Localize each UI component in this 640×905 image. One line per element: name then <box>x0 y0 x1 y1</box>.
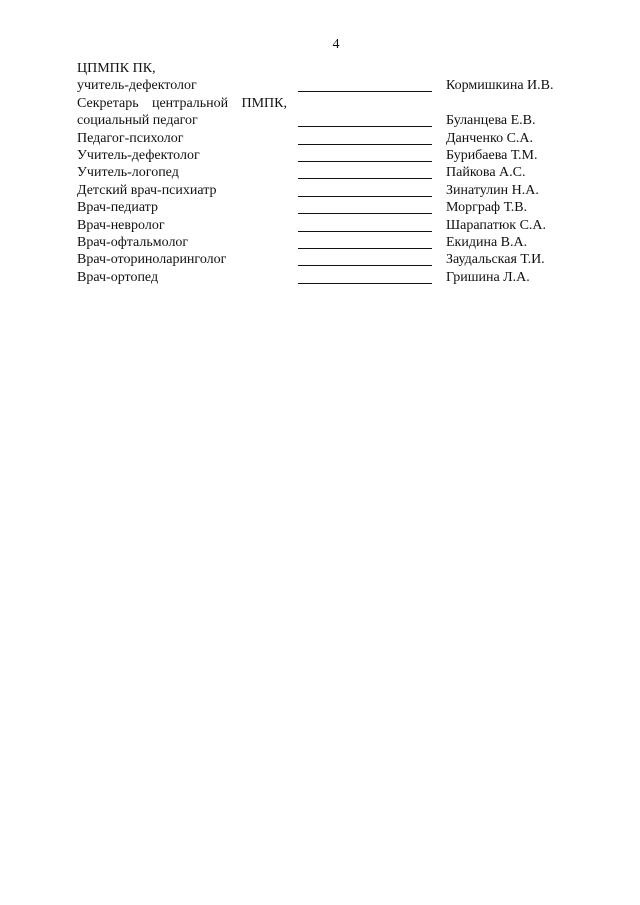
signature-role: Врач-невролог <box>77 217 165 233</box>
signature-line <box>298 231 432 232</box>
signature-role: Секретарь центральной ПМПК, <box>77 95 287 111</box>
signature-row <box>77 217 577 234</box>
signature-list <box>77 60 577 286</box>
signature-role: Врач-ортопед <box>77 269 159 285</box>
signature-row <box>77 269 577 286</box>
signature-role: социальный педагог <box>77 113 198 129</box>
signature-row <box>77 77 577 94</box>
signature-role: Учитель-дефектолог <box>77 147 200 163</box>
signature-row <box>77 112 577 129</box>
signature-row <box>77 95 577 112</box>
signature-person: Гришина Л.А. <box>446 269 530 285</box>
signature-line <box>298 126 432 127</box>
signature-line <box>298 144 432 145</box>
signature-row <box>77 130 577 147</box>
signature-row <box>77 60 577 77</box>
signature-role: Детский врач-психиатр <box>77 182 217 198</box>
signature-person: Кормишкина И.В. <box>446 78 554 94</box>
signature-person: Бурибаева Т.М. <box>446 147 538 163</box>
signature-line <box>298 178 432 179</box>
signature-role: Учитель-логопед <box>77 165 179 181</box>
signature-line <box>298 248 432 249</box>
signature-role: Врач-офтальмолог <box>77 234 189 250</box>
signature-line <box>298 265 432 266</box>
signature-role: Врач-педиатр <box>77 200 158 216</box>
signature-person: Шарапатюк С.А. <box>446 217 547 233</box>
signature-row <box>77 234 577 251</box>
signature-row <box>77 182 577 199</box>
signature-line <box>298 213 432 214</box>
signature-person: Заудальская Т.И. <box>446 252 545 268</box>
signature-row <box>77 199 577 216</box>
signature-line <box>298 91 432 92</box>
signature-person: Екидина В.А. <box>446 234 528 250</box>
signature-person: Морграф Т.В. <box>446 200 528 216</box>
signature-row <box>77 147 577 164</box>
page-number: 4 <box>332 37 340 52</box>
signature-role: учитель-дефектолог <box>77 78 197 94</box>
signature-role: ЦПМПК ПК, <box>77 61 156 76</box>
signature-person: Буланцева Е.В. <box>446 113 536 129</box>
signature-person: Зинатулин Н.А. <box>446 182 539 198</box>
signature-row <box>77 164 577 181</box>
signature-line <box>298 283 432 284</box>
signature-person: Данченко С.А. <box>446 130 534 146</box>
signature-line <box>298 196 432 197</box>
signature-row <box>77 251 577 268</box>
signature-person: Пайкова А.С. <box>446 165 526 181</box>
signature-role: Врач-оториноларинголог <box>77 252 227 268</box>
signature-line <box>298 161 432 162</box>
signature-role: Педагог-психолог <box>77 130 184 146</box>
